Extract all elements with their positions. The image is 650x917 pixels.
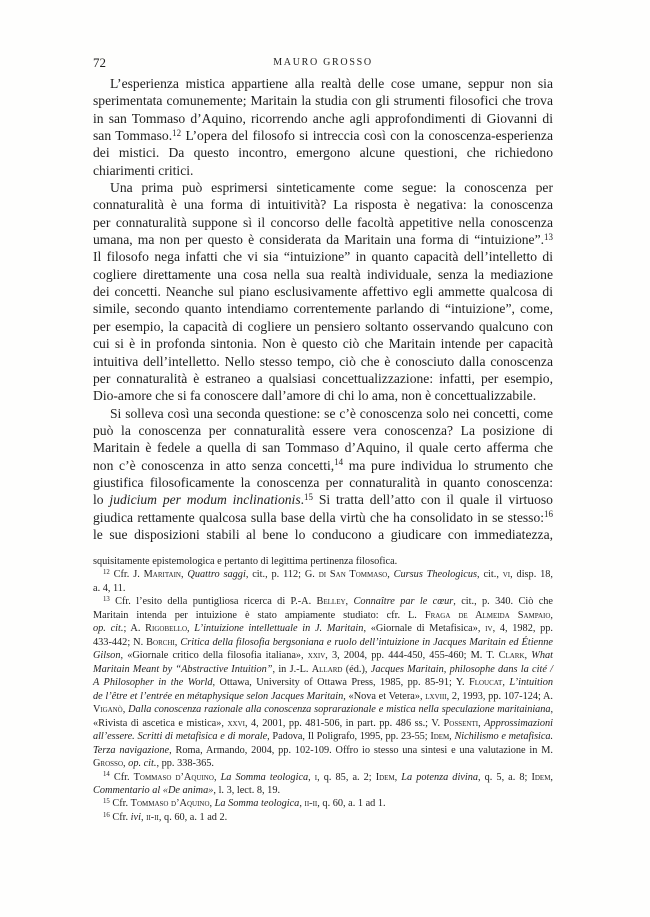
text-line [93,649,553,662]
small-caps-text: Belley [316,596,346,608]
small-caps-text: i [314,771,318,783]
text-run: per connaturalità è estraneo a qualsiasi concettualizzazione: infatti, per esempio, [93,370,553,386]
italic-text: Terza navigazione [93,744,170,756]
italic-text: La potenza divina [401,771,479,783]
small-caps-text: ii-ii [304,798,318,810]
italic-text: de l’être et l’entrée en métaphysique selon Jacques Maritain [93,690,344,702]
text-run: , [502,677,510,689]
main-text [93,75,553,543]
text-line [93,405,553,422]
text-line [93,676,553,689]
text-run: chiarimenti critici. [93,162,194,178]
text-run: san Tommaso. [93,128,173,144]
footnote-ref: 13 [544,231,553,242]
text-run: squisitamente epistemologica e pertanto di legittima pertinenza filosofica. [93,556,398,567]
text-line [93,387,553,404]
footnote-ref: 12 [172,127,182,138]
text-run: , cit., p. 112; G. [245,569,319,581]
small-caps-text: xxiv [307,650,326,662]
text-line [93,636,553,649]
text-run: , «Giornale critico della filosofia italiana», [120,650,308,662]
text-line [93,231,553,248]
italic-text: Maritain Meant by “Abstractive Intuition” [93,663,273,675]
italic-text: Nichilismo e metafisica. [454,731,553,743]
text-run: , [299,798,305,810]
text-run: , [394,771,402,783]
text-line [93,248,553,265]
italic-text: Gilson [93,650,121,662]
text-line [93,439,553,456]
text-line [93,283,553,300]
text-line [93,474,553,491]
text-run: , [524,650,532,662]
text-line [93,491,553,508]
small-caps-text: Grosso [93,758,124,770]
running-head-author: MAURO GROSSO [273,57,373,68]
text-run: , disp. 18, [510,569,553,581]
text-line [93,771,553,784]
footnote-12 [93,568,553,595]
text-line [93,797,553,810]
text-run: dei concetti. Neanche sul piano esclusivamente affettivo egli ammette qualcosa di [93,284,553,300]
text-run: Si solleva così una seconda questione: se c’è conoscenza solo nei concetti, come [110,405,553,421]
text-run: , [181,569,188,581]
text-run: cogliere direttamente una cosa nella sua realtà individuale, senza la mediazione [93,266,553,282]
paragraph [93,75,553,179]
italic-text: What [531,650,553,662]
text-line [93,110,553,127]
text-run: , [345,596,354,608]
text-run: umana, ma non per questo è considerata da Maritain una forma di “intuizione”. [93,232,545,248]
small-caps-text: Possenti [443,717,479,729]
small-caps-text: Floucat [468,677,503,689]
italic-text: all’essere. Scritti di metafisica e di morale [93,731,268,743]
footnote-16 [93,811,553,824]
italic-text: op. cit. [93,623,124,635]
small-caps-text: lxviii [425,690,447,702]
text-run: Una prima può esprimersi sinteticamente come segue: la conoscenza per [110,180,553,196]
text-line [93,609,553,622]
text-run: , [174,636,181,648]
italic-text: Dalla conoscenza razionale alla conoscenza soprarazionale e mistica nella speculazione maritainiana [128,704,551,716]
text-run: , 4, 2001, pp. 481-506, in part. pp. 486 ss.; V. [244,717,444,729]
text-run: , [123,758,129,770]
text-run: , 2, 1993, pp. 107-124; A. [446,690,553,702]
italic-text: L’intuizione intellettuale in J. Maritain [194,623,364,635]
italic-text: Critica della filosofia bergsoniana e ruolo dell’intuizione in Jacques Maritain ed Étienne [180,636,553,648]
footnote-14 [93,771,553,798]
small-caps-text: Idem [531,771,551,783]
small-caps-text: Rigobello [145,623,188,635]
text-run: per connaturalità suppone sì il concorso delle facoltà appetitive nella conoscenza [93,214,553,230]
small-caps-text: Borchi [146,636,175,648]
text-run: lo [93,492,110,508]
text-run: Si tratta dell’atto con il quale il virtuoso [313,492,553,508]
text-run: Maritain intenda per intuizione è stato ampiamente studiato: cfr. L. [93,609,425,621]
text-line [93,717,553,730]
text-line [93,318,553,335]
text-line [93,744,553,757]
text-run: , pp. 338-365. [156,758,214,770]
text-line [93,179,553,196]
text-run: , [387,569,394,581]
italic-text: Quattro saggi [187,569,246,581]
text-run: , Roma, Armando, 2004, pp. 102-109. Offro io stesso una sintesi e una valutazione in M. [169,744,553,756]
text-run: , 4, 1982, pp. [492,623,553,635]
text-run: , [122,704,129,716]
italic-text: Commentario al «De anima» [93,784,214,796]
text-run: , [550,704,553,716]
text-run: in san Tommaso d’Aquino, ricorrendo anche agli approfondimenti di Giovanni di [93,110,553,126]
text-run: «Rivista di ascetica e mistica», [93,717,228,729]
text-line [93,266,553,283]
small-caps-text: Idem [430,731,450,743]
text-line [93,582,553,595]
paragraph [93,405,553,544]
text-run: può la conoscenza per connaturalità essere vera conoscenza? La posizione di [93,422,553,438]
text-line [93,568,553,581]
text-run: , [213,771,221,783]
text-line [93,422,553,439]
text-run: , cit., p. 340. Ciò che [453,596,553,608]
text-run: , Ottawa, University of Ottawa Press, 1985, pp. 85-91; Y. [212,677,469,689]
footnote-continuation [93,555,553,568]
text-line [93,663,553,676]
text-run: , cit., [477,569,503,581]
text-line [93,757,553,770]
text-line [93,144,553,161]
text-line [93,703,553,716]
italic-text: La Somma teologica [220,771,309,783]
text-run: , «Nova et Vetera», [343,690,426,702]
text-line [93,196,553,213]
text-run: L’opera del filosofo si intreccia così con la conoscenza-esperienza [181,128,554,144]
text-run: dei mistici. Da questo incontro, emergono alcune questioni, che richiedono [93,145,553,161]
text-line [93,335,553,352]
text-run: , [140,811,147,823]
text-line [93,127,553,144]
text-run: , [449,731,455,743]
footnotes [93,555,553,824]
italic-text: Cursus Theologicus [393,569,478,581]
text-run: , [209,798,215,810]
footnote-ref: 16 [103,811,110,819]
text-line [93,622,553,635]
text-run: Cfr. [109,798,131,810]
small-caps-text: Idem [375,771,395,783]
text-run: , [550,609,553,621]
italic-text: La Somma teologica [214,798,300,810]
text-run: Cfr. [109,771,134,783]
italic-text: Approssimazioni [484,717,553,729]
italic-text: Connaître par le cœur [353,596,454,608]
text-run: , q. 60, a. 1 ad 1. [317,798,386,810]
text-line [93,595,553,608]
text-line [93,92,553,109]
text-line [93,370,553,387]
small-caps-text: Fraga de Almeida Sampaio [424,609,551,621]
text-run: connaturalità è una forma di intuitività? La risposta è negativa: la conoscenza [93,197,553,213]
text-run: 433-442; N. [93,636,147,648]
text-line [93,730,553,743]
text-run: intuitiva dell’intelletto. Nello stesso tempo, ciò che è conosciuto dalla conoscenza [93,353,553,369]
text-run: per esempio, la capacità di cogliere un pensiero soltanto osservando qualcuno con [93,318,553,334]
text-run: ma pure individua lo strumento che [343,457,553,473]
text-run: ; A. [123,623,146,635]
small-caps-text: vi [502,569,511,581]
text-run: non c’è conoscenza in atto senza concetti, [93,457,335,473]
footnote-ref: 14 [103,771,110,779]
text-line [93,526,553,543]
small-caps-text: iv [485,623,493,635]
text-run: (éd.), [342,663,371,675]
paragraph [93,179,553,404]
text-run: , [187,623,195,635]
text-run: . [300,492,305,508]
text-line [93,353,553,370]
text-run: giustifica filosoficamente la conoscenza per connaturalità in quanto conoscenza: [93,474,553,490]
text-run: sperimentata comunemente; Maritain la studia con gli strumenti filosofici che trova [93,93,553,109]
text-line [93,555,553,568]
small-caps-text: di San Tommaso [318,569,388,581]
italic-text: op. cit. [128,758,157,770]
text-run: le sue disposizioni stabili al bene lo conducono a giudicare con immediatezza, [93,526,553,542]
italic-text: ivi [130,811,141,823]
small-caps-text: Clark [498,650,525,662]
text-run: Cfr. J. [109,569,144,581]
footnote-13 [93,595,553,770]
text-run: L’esperienza mistica appartiene alla realtà delle cose umane, seppur non sia [110,76,553,91]
text-run: , «Giornale di Metafisica», [363,623,486,635]
text-line [93,457,553,474]
text-line [93,509,553,526]
text-run: , Padova, Il Poligrafo, 1995, pp. 23-55; [267,731,431,743]
text-run: , [550,771,553,783]
text-run: cui si è in profonda sintonia. Non è questo ciò che Maritain intende per capacità [93,336,553,352]
small-caps-text: Maritain [143,569,181,581]
small-caps-text: Tommaso d’Aquino [133,771,214,783]
italic-text: A Philosopher in the World [93,677,213,689]
footnote-ref: 12 [103,569,110,577]
small-caps-text: xxvi [227,717,245,729]
text-run: Il filosofo nega infatti che vi sia “intuizione” in quanto capacità dell’intelletto di [93,249,553,265]
footnote-ref: 15 [103,798,110,806]
text-run: Maritain è fedele a quella di san Tommaso d’Aquino, il quale certo afferma che [93,440,553,456]
text-line [93,690,553,703]
small-caps-text: ii-ii [146,811,159,823]
text-line [93,300,553,317]
italic-text: Jacques Maritain, philosophe dans la cité / [370,663,554,675]
small-caps-text: Allard [311,663,343,675]
small-caps-text: Tommaso d’Aquino [130,798,210,810]
text-run: , in J.-L. [272,663,312,675]
running-header [93,54,553,72]
footnote-15 [93,797,553,810]
text-run: giudica rettamente qualcosa sulla base della virtù che ha consolidato in se stesso: [93,509,545,525]
italic-text: L’intuition [509,677,553,689]
text-run: a. 4, 11. [93,582,126,594]
footnote-ref: 13 [103,596,110,604]
text-line [93,75,553,92]
text-run: Cfr. l’esito della puntigliosa ricerca di P.-A. [109,596,317,608]
footnote-ref: 15 [304,491,313,502]
text-run: Cfr. [109,811,131,823]
text-line [93,162,553,179]
text-run: , [308,771,315,783]
italic-text: judicium per modum inclinationis [109,492,301,508]
text-run: Dio-amore che si fa conoscere dall’amore di chi lo ama, non è concettualizzabile. [93,388,537,404]
text-run: , q. 60, a. 1 ad 2. [158,811,228,823]
text-line [93,214,553,231]
text-line [93,811,553,824]
footnote-ref: 14 [334,457,344,468]
text-run: , [478,717,485,729]
text-run: simile, secondo quanto intendiamo correntemente parlando di “intuizione”, come, [93,301,553,317]
text-run: , 3, 2004, pp. 444-450, 455-460; M. T. [325,650,499,662]
text-line [93,784,553,797]
small-caps-text: Viganò [93,704,123,716]
text-run: , q. 5, a. 8; [478,771,532,783]
page-number: 72 [93,55,106,70]
text-run: , l. 3, lect. 8, 19. [213,784,281,796]
footnote-ref: 16 [544,509,553,520]
text-run: , q. 85, a. 2; [317,771,376,783]
